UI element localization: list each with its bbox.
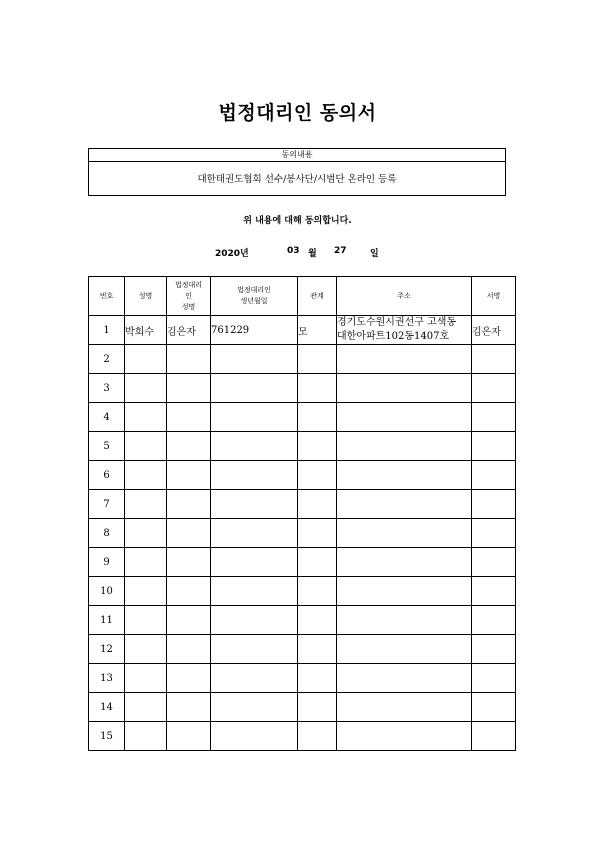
- address-line: 경기도수원시권선구 고색동: [337, 317, 457, 328]
- cell-guardian-name: [167, 606, 211, 635]
- table-row: [89, 374, 516, 403]
- cell-guardian-birth: [211, 693, 298, 722]
- cell-guardian-name: [167, 577, 211, 606]
- cell-no: 8: [89, 519, 125, 548]
- cell-address: [337, 606, 472, 635]
- cell-guardian-birth: [211, 664, 298, 693]
- cell-name: [125, 693, 167, 722]
- cell-signature: [472, 374, 516, 403]
- table-row: [89, 519, 516, 548]
- cell-signature: [472, 461, 516, 490]
- table-row: [89, 693, 516, 722]
- cell-no: 15: [89, 722, 125, 751]
- cell-name: [125, 374, 167, 403]
- cell-relation: [298, 403, 337, 432]
- cell-guardian-name: [167, 345, 211, 374]
- consent-header: 동의내용: [89, 149, 505, 162]
- table-header-row: [89, 277, 516, 316]
- table-row: [89, 403, 516, 432]
- consent-body: 대한태권도협회 선수/봉사단/시범단 온라인 등록: [197, 174, 397, 185]
- cell-guardian-name: 김은자: [167, 316, 211, 345]
- cell-no: 14: [89, 693, 125, 722]
- cell-signature: [472, 519, 516, 548]
- col-header-guardian-name: [167, 277, 211, 316]
- cell-guardian-name: [167, 664, 211, 693]
- table-row: [89, 345, 516, 374]
- table-row: [89, 316, 516, 345]
- cell-no: 6: [89, 461, 125, 490]
- cell-name: [125, 345, 167, 374]
- cell-guardian-birth: [211, 635, 298, 664]
- col-header-signature: 서명: [472, 277, 516, 316]
- cell-name: [125, 461, 167, 490]
- cell-address: [337, 577, 472, 606]
- header-line: 법정대리인: [237, 286, 271, 294]
- cell-address: [337, 635, 472, 664]
- table-row: [89, 490, 516, 519]
- cell-guardian-birth: [211, 374, 298, 403]
- cell-address: [337, 316, 472, 345]
- cell-guardian-birth: [211, 345, 298, 374]
- cell-signature: [472, 345, 516, 374]
- date-day-unit: 일: [370, 249, 379, 259]
- cell-name: [125, 490, 167, 519]
- col-header-guardian-birth: [211, 277, 298, 316]
- cell-address: [337, 345, 472, 374]
- cell-relation: [298, 722, 337, 751]
- cell-guardian-name: [167, 432, 211, 461]
- cell-no: 7: [89, 490, 125, 519]
- cell-relation: [298, 461, 337, 490]
- cell-address: [337, 548, 472, 577]
- consent-box: [88, 148, 506, 196]
- cell-no: 10: [89, 577, 125, 606]
- cell-address: [337, 664, 472, 693]
- cell-name: [125, 635, 167, 664]
- table-row: [89, 606, 516, 635]
- cell-signature: [472, 606, 516, 635]
- cell-guardian-birth: [211, 519, 298, 548]
- cell-signature: [472, 548, 516, 577]
- cell-name: 박희수: [125, 316, 167, 345]
- cell-guardian-name: [167, 461, 211, 490]
- cell-name: [125, 519, 167, 548]
- cell-signature: [472, 432, 516, 461]
- cell-no: 5: [89, 432, 125, 461]
- cell-relation: [298, 606, 337, 635]
- cell-guardian-name: [167, 374, 211, 403]
- cell-no: 1: [89, 316, 125, 345]
- cell-address: [337, 403, 472, 432]
- cell-signature: [472, 577, 516, 606]
- cell-guardian-name: [167, 519, 211, 548]
- cell-no: 3: [89, 374, 125, 403]
- col-header-no: 번호: [89, 277, 125, 316]
- header-line: 생년월일: [240, 297, 268, 305]
- cell-guardian-name: [167, 722, 211, 751]
- cell-guardian-birth: [211, 606, 298, 635]
- cell-guardian-birth: [211, 577, 298, 606]
- cell-relation: [298, 432, 337, 461]
- cell-address: [337, 693, 472, 722]
- col-header-relation: 관계: [298, 277, 337, 316]
- cell-address: [337, 722, 472, 751]
- cell-address: [337, 432, 472, 461]
- table-row: [89, 548, 516, 577]
- table-row: [89, 664, 516, 693]
- cell-guardian-birth: [211, 432, 298, 461]
- cell-signature: [472, 635, 516, 664]
- date-month-unit: 월: [308, 249, 317, 259]
- cell-signature: [472, 490, 516, 519]
- cell-relation: [298, 345, 337, 374]
- table-row: [89, 461, 516, 490]
- cell-no: 4: [89, 403, 125, 432]
- agree-statement: 위 내용에 대해 동의합니다.: [243, 216, 352, 226]
- cell-relation: 모: [298, 316, 337, 345]
- cell-guardian-name: [167, 548, 211, 577]
- cell-relation: [298, 548, 337, 577]
- cell-signature: [472, 403, 516, 432]
- cell-guardian-birth: [211, 490, 298, 519]
- cell-guardian-name: [167, 403, 211, 432]
- cell-address: [337, 490, 472, 519]
- cell-no: 2: [89, 345, 125, 374]
- date-day: 27: [334, 246, 347, 256]
- cell-signature: [472, 693, 516, 722]
- cell-relation: [298, 693, 337, 722]
- header-line: 법정대리: [174, 280, 203, 289]
- cell-relation: [298, 519, 337, 548]
- cell-guardian-birth: [211, 403, 298, 432]
- document-title: 법정대리인 동의서: [218, 102, 377, 124]
- cell-relation: [298, 374, 337, 403]
- date-month: 03: [287, 246, 300, 256]
- cell-guardian-birth: [211, 548, 298, 577]
- cell-name: [125, 606, 167, 635]
- col-header-address: 주소: [337, 277, 472, 316]
- cell-address: [337, 519, 472, 548]
- header-line: 인: [185, 291, 192, 300]
- cell-name: [125, 432, 167, 461]
- col-header-name: 성명: [125, 277, 167, 316]
- cell-name: [125, 403, 167, 432]
- cell-signature: [472, 722, 516, 751]
- cell-relation: [298, 635, 337, 664]
- cell-relation: [298, 577, 337, 606]
- cell-guardian-birth: [211, 722, 298, 751]
- cell-no: 11: [89, 606, 125, 635]
- cell-no: 12: [89, 635, 125, 664]
- cell-no: 13: [89, 664, 125, 693]
- cell-address: [337, 374, 472, 403]
- cell-relation: [298, 664, 337, 693]
- cell-guardian-birth: [211, 461, 298, 490]
- header-line: 성명: [181, 302, 196, 311]
- cell-guardian-name: [167, 635, 211, 664]
- cell-name: [125, 577, 167, 606]
- cell-name: [125, 722, 167, 751]
- cell-signature: [472, 664, 516, 693]
- guardian-table: [88, 276, 516, 751]
- table-row: [89, 635, 516, 664]
- cell-name: [125, 664, 167, 693]
- cell-address: [337, 461, 472, 490]
- table-row: [89, 577, 516, 606]
- address-line: 대한아파트102동1407호: [337, 331, 450, 342]
- cell-name: [125, 548, 167, 577]
- cell-guardian-name: [167, 490, 211, 519]
- cell-relation: [298, 490, 337, 519]
- cell-signature: 김은자: [472, 316, 516, 345]
- date-year: 2020년: [215, 249, 249, 259]
- table-row: [89, 432, 516, 461]
- cell-no: 9: [89, 548, 125, 577]
- table-row: [89, 722, 516, 751]
- cell-guardian-name: [167, 693, 211, 722]
- cell-guardian-birth: 761229: [211, 316, 298, 345]
